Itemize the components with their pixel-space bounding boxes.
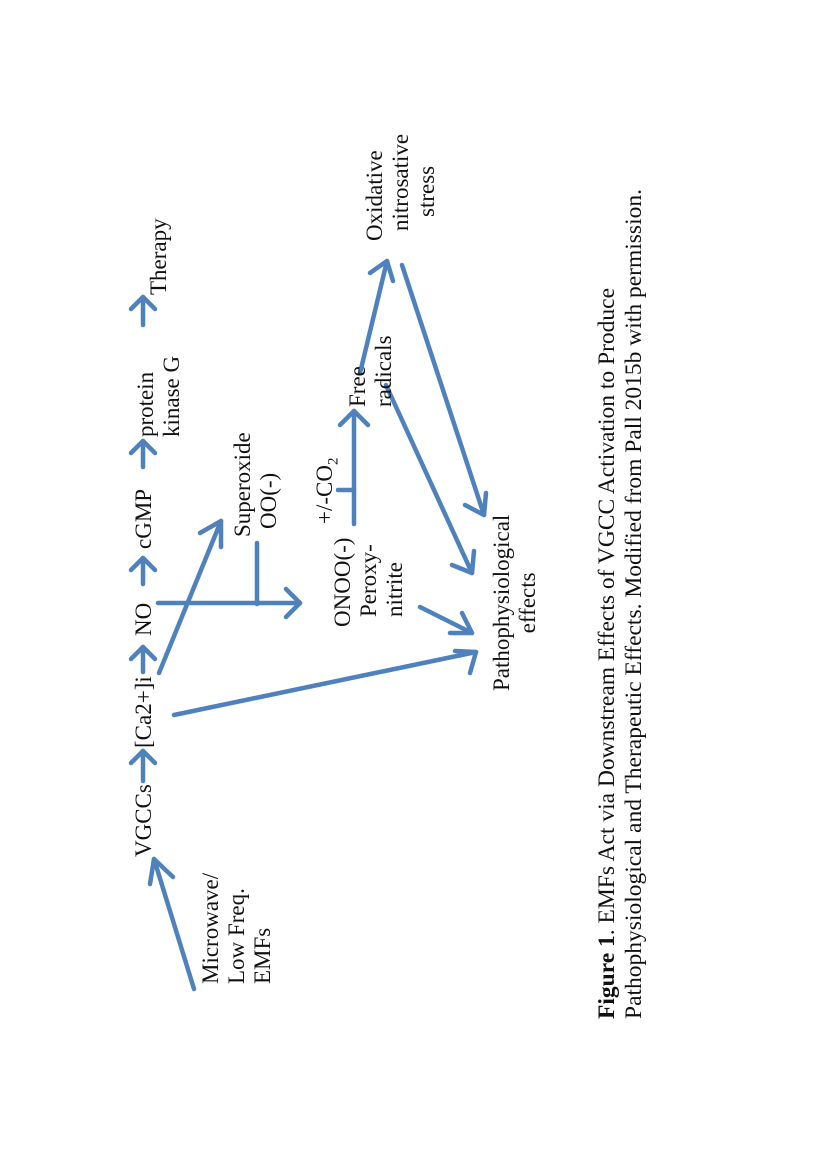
node-superoxide: Superoxide OO(-) bbox=[230, 432, 281, 537]
arrow-emfs-to-vgccs bbox=[150, 859, 194, 989]
node-ca: [Ca2+]i bbox=[131, 676, 156, 748]
arrow-ca-to-patho bbox=[174, 651, 476, 715]
arrow-cgmp-to-pkg bbox=[131, 441, 155, 467]
arrow-vgccs-to-ca bbox=[131, 751, 155, 781]
node-therapy: Therapy bbox=[146, 218, 171, 295]
node-co2-label: $+/-CO_2$ bbox=[312, 457, 342, 524]
arrow-no-to-onoo bbox=[158, 589, 300, 617]
figure-label: Figure 1 bbox=[594, 935, 620, 1019]
arrow-onoo-to-patho bbox=[420, 607, 472, 633]
arrow-ca-to-superoxide bbox=[159, 521, 221, 673]
node-pathophysiological-effects: Pathophysiological effects bbox=[489, 514, 540, 691]
arrow-no-to-cgmp bbox=[131, 558, 155, 584]
node-no: NO bbox=[131, 602, 156, 636]
node-protein-kinase-g: protein kinase G bbox=[133, 355, 184, 437]
caption-text: . EMFs Act via Downstream Effects of VGCC Activation to Produce Pathophysiological and Therapeutic Effects. Modified from Pall 2015b with permission. bbox=[594, 189, 647, 1019]
node-vgccs: VGCCs bbox=[131, 784, 156, 857]
figure-caption bbox=[594, 139, 648, 1019]
arrow-ca-to-no bbox=[131, 647, 155, 672]
node-oxidative-stress: Oxidative nitrosative stress bbox=[362, 133, 439, 241]
node-cgmp: cGMP bbox=[131, 488, 156, 549]
arrow-pkg-to-therapy bbox=[131, 297, 155, 325]
node-onoo: ONOO(-) Peroxy- nitrite bbox=[330, 537, 407, 627]
node-free-radicals: Free radicals bbox=[345, 335, 396, 407]
node-microwave-emfs: Microwave/ Low Freq. EMFs bbox=[198, 872, 275, 984]
arrow-oxidative-to-patho bbox=[402, 265, 486, 515]
